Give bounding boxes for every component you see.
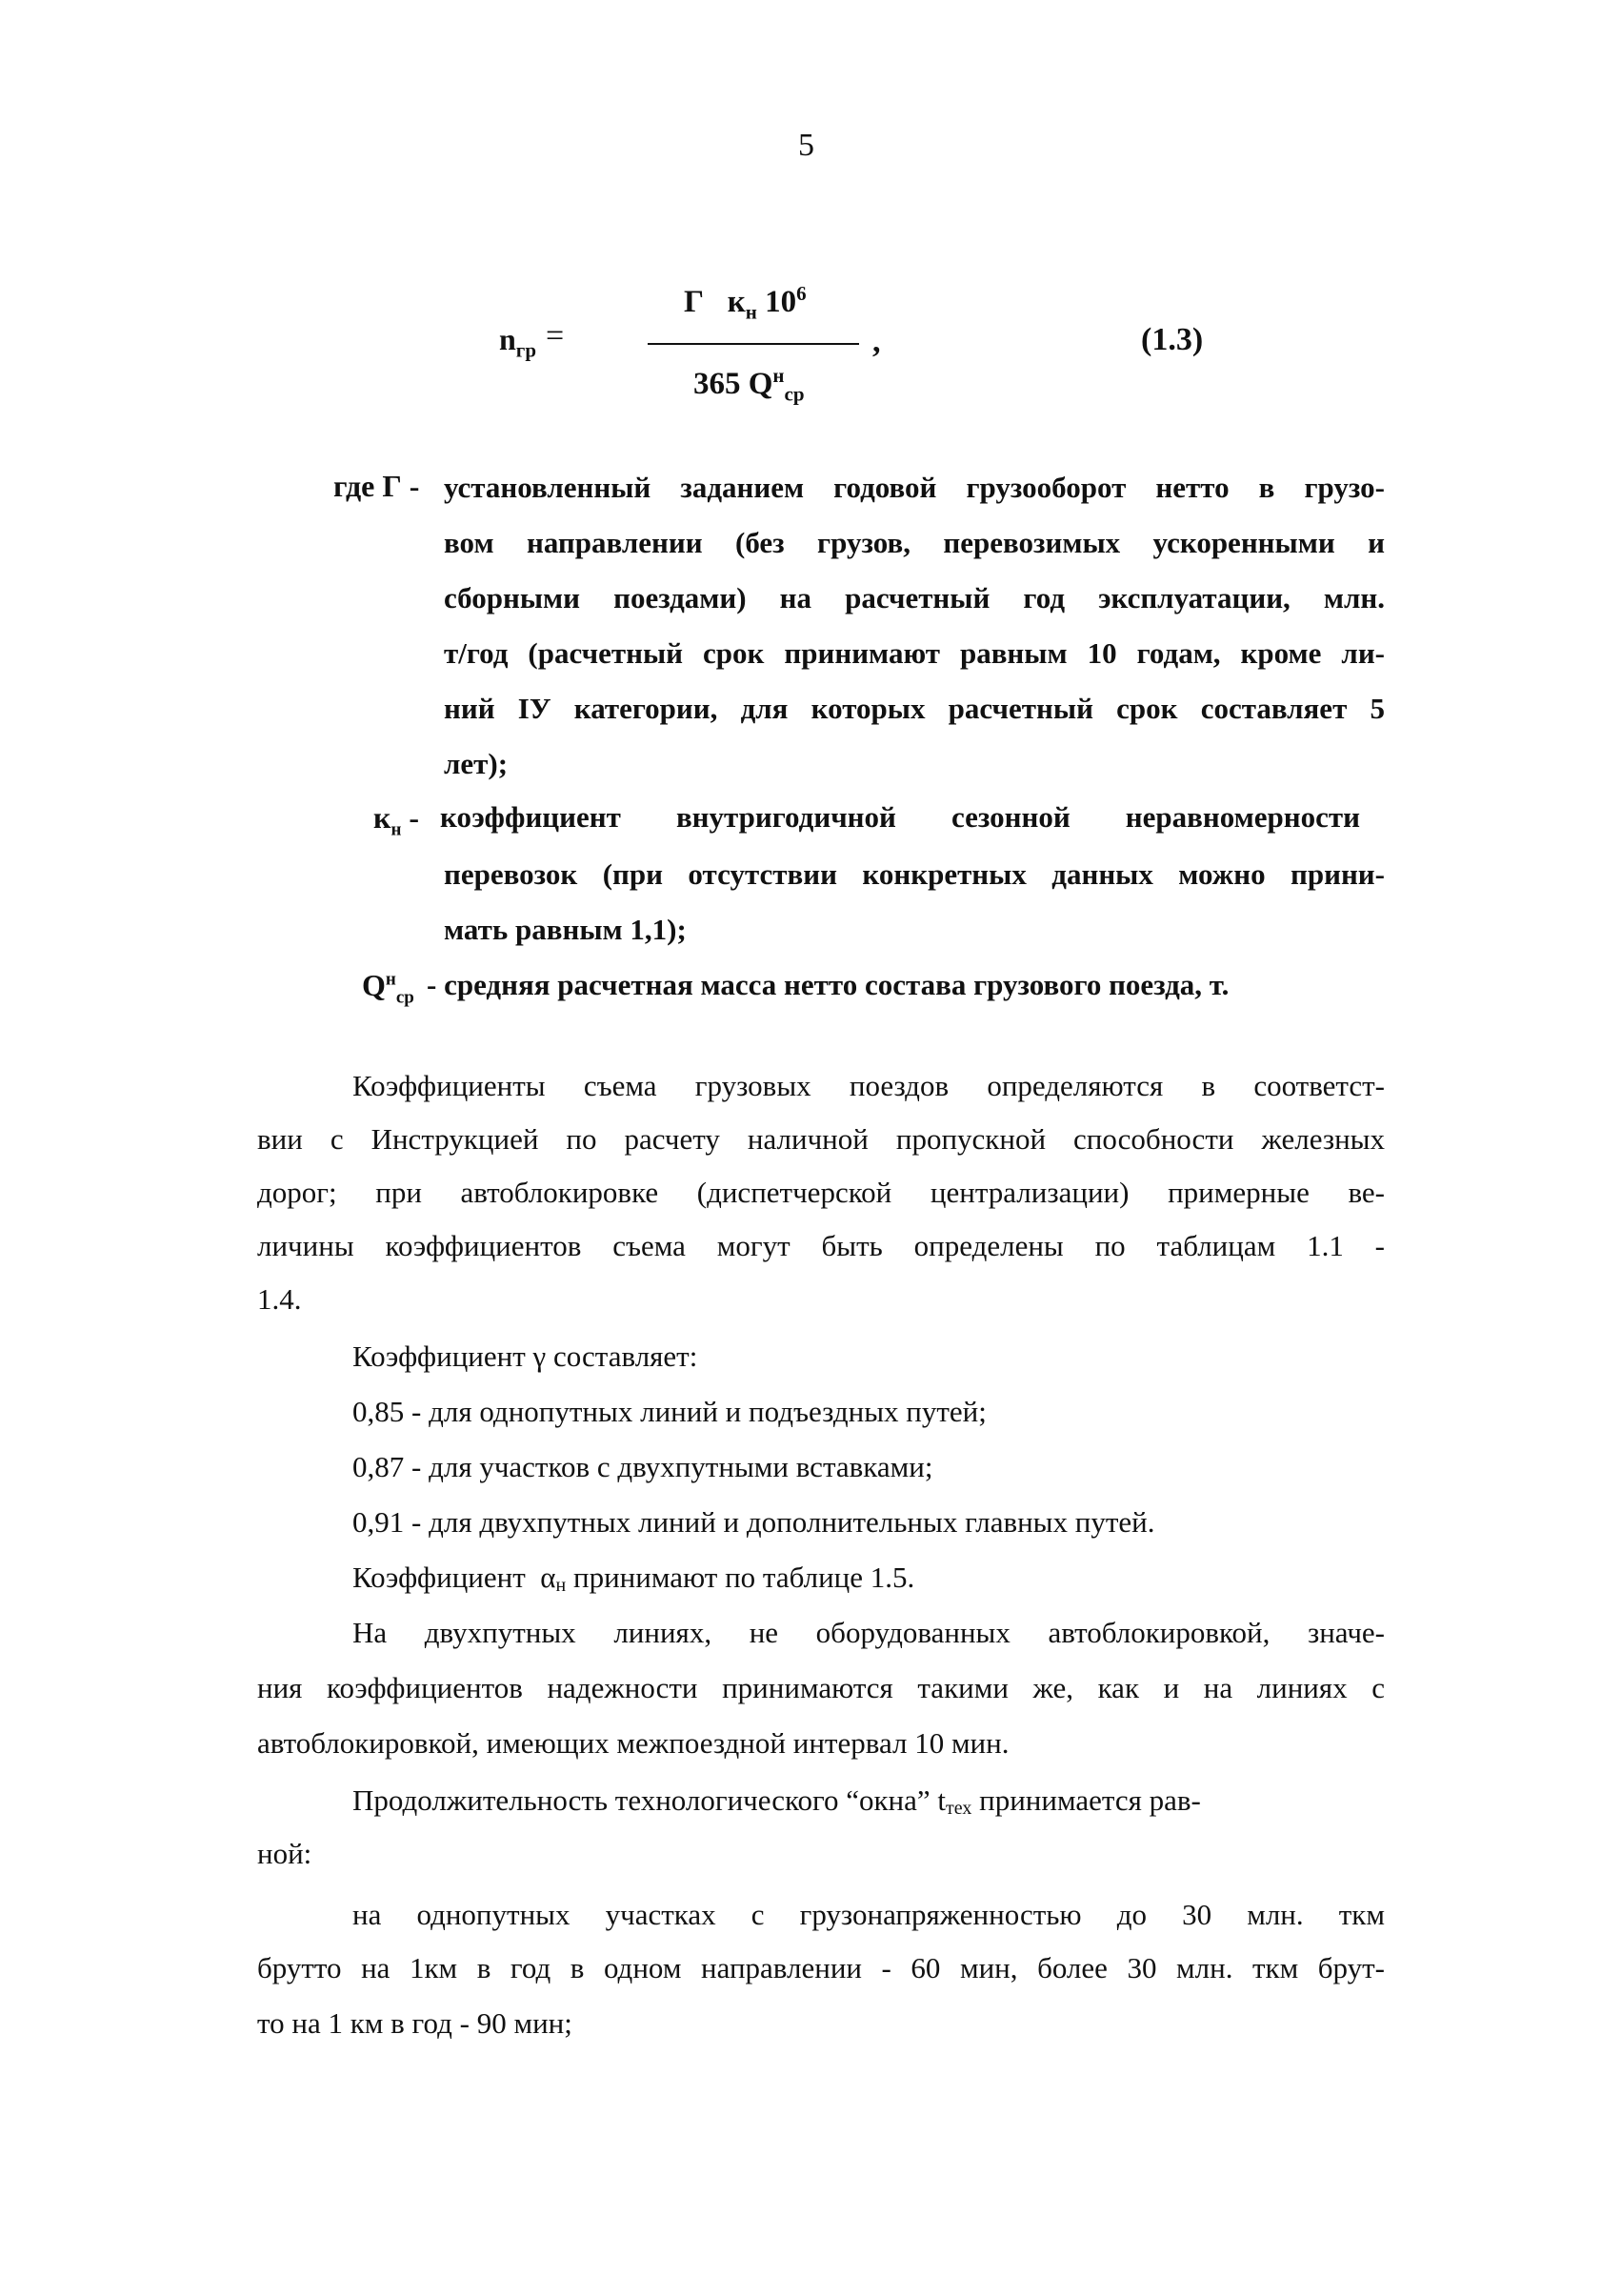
definition-term-k (373, 800, 419, 840)
definition-term-q (362, 968, 414, 1008)
para1-line-4: личины коэффициентов съема могут быть определены по таблицам 1.1 - (257, 1229, 1385, 1262)
para4-line-1: на однопутных участках с грузонапряженностью до 30 млн. ткм (352, 1898, 1385, 1931)
formula-comma: , (872, 324, 881, 359)
formula-denominator (693, 364, 805, 407)
definition-k-line-3: мать равным 1,1); (444, 913, 687, 946)
definition-term-g: где Г - (333, 469, 420, 503)
formula-den-sub: ср (784, 382, 805, 406)
para1-line-1: Коэффициенты съема грузовых поездов определяются в соответст- (352, 1069, 1385, 1102)
definition-term-k-sub: н (390, 819, 402, 840)
definition-k-line-2: перевозок (при отсутствии конкретных данных можно прини- (444, 857, 1385, 891)
gamma-intro: Коэффициент γ составляет: (352, 1339, 698, 1373)
definition-g-line-4: т/год (расчетный срок принимают равным 10 годам, кроме ли- (444, 636, 1385, 670)
para3-a: Продолжительность технологического “окна” t (352, 1783, 947, 1817)
para2-line-1: На двухпутных линиях, не оборудованных автоблокировкой, значе- (352, 1616, 1385, 1649)
formula-num-ten-sup: 6 (796, 282, 807, 305)
definition-term-q-sup: н (385, 969, 396, 990)
alpha-line-b: принимают по таблице 1.5. (566, 1561, 915, 1594)
alpha-sub: н (555, 1575, 567, 1596)
formula-den-sup: н (772, 364, 785, 387)
para3-sub: тех (946, 1798, 972, 1819)
para1-line-2: вии с Инструкцией по расчету наличной пропускной способности железных (257, 1122, 1385, 1156)
formula-num-g: Г (684, 285, 704, 319)
para4-line-3: то на 1 км в год - 90 мин; (257, 2006, 572, 2040)
formula-lhs-main: n (499, 322, 516, 356)
definition-g-line-5: ний IУ категории, для которых расчетный срок составляет 5 (444, 692, 1385, 725)
para2-line-3: автоблокировкой, имеющих межпоездной интервал 10 мин. (257, 1726, 1010, 1760)
definition-term-k-main: к (373, 800, 391, 835)
formula-equals: = (546, 318, 565, 353)
alpha-line (352, 1561, 914, 1597)
gamma-value-1: 0,85 - для однопутных линий и подъездных путей; (352, 1395, 987, 1428)
gamma-value-3: 0,91 - для двухпутных линий и дополнительных главных путей. (352, 1505, 1155, 1539)
definition-k-line-1: коэффициент внутригодичной сезонной неравномерности (440, 800, 1360, 834)
para3-b: принимается рав- (971, 1783, 1201, 1817)
formula-fraction-bar (648, 343, 859, 345)
definition-term-q-main: Q (362, 968, 386, 1002)
formula-equation-number: (1.3) (1141, 322, 1204, 357)
para3-line-2: ной: (257, 1837, 312, 1870)
formula-num-ten: 10 (765, 285, 797, 319)
alpha-line-a: Коэффициент (352, 1561, 533, 1594)
definition-g-line-2: вом направлении (без грузов, перевозимых ускоренными и (444, 526, 1385, 559)
page-number: 5 (798, 128, 814, 163)
definition-term-q-sub: ср (395, 987, 414, 1008)
para4-line-2: брутто на 1км в год в одном направлении - 60 мин, более 30 млн. ткм брут- (257, 1951, 1385, 1984)
formula-num-k-sub: н (745, 300, 757, 324)
definition-q-text: - средняя расчетная масса нетто состава грузового поезда, т. (427, 968, 1230, 1001)
formula-numerator (684, 282, 807, 325)
gamma-value-2: 0,87 - для участков с двухпутными вставками; (352, 1450, 933, 1483)
para1-line-3: дорог; при автоблокировке (диспетчерской централизации) примерные ве- (257, 1176, 1385, 1209)
para3-line-1 (352, 1783, 1385, 1820)
para2-line-2: ния коэффициентов надежности принимаются такими же, как и на линиях с (257, 1671, 1385, 1704)
formula-num-k: к (727, 285, 746, 319)
definition-g-line-3: сборными поездами) на расчетный год эксплуатации, млн. (444, 581, 1385, 614)
para1-line-5: 1.4. (257, 1282, 302, 1316)
definition-g-line-1: установленный заданием годовой грузооборот нетто в грузо- (444, 471, 1385, 504)
formula-lhs-sub: гр (515, 338, 537, 362)
definition-g-line-6: лет); (444, 747, 509, 780)
alpha-symbol: α (540, 1561, 556, 1594)
definition-term-k-dash: - (409, 800, 420, 835)
formula-den-main: 365 Q (693, 367, 773, 401)
formula-lhs (499, 322, 536, 362)
